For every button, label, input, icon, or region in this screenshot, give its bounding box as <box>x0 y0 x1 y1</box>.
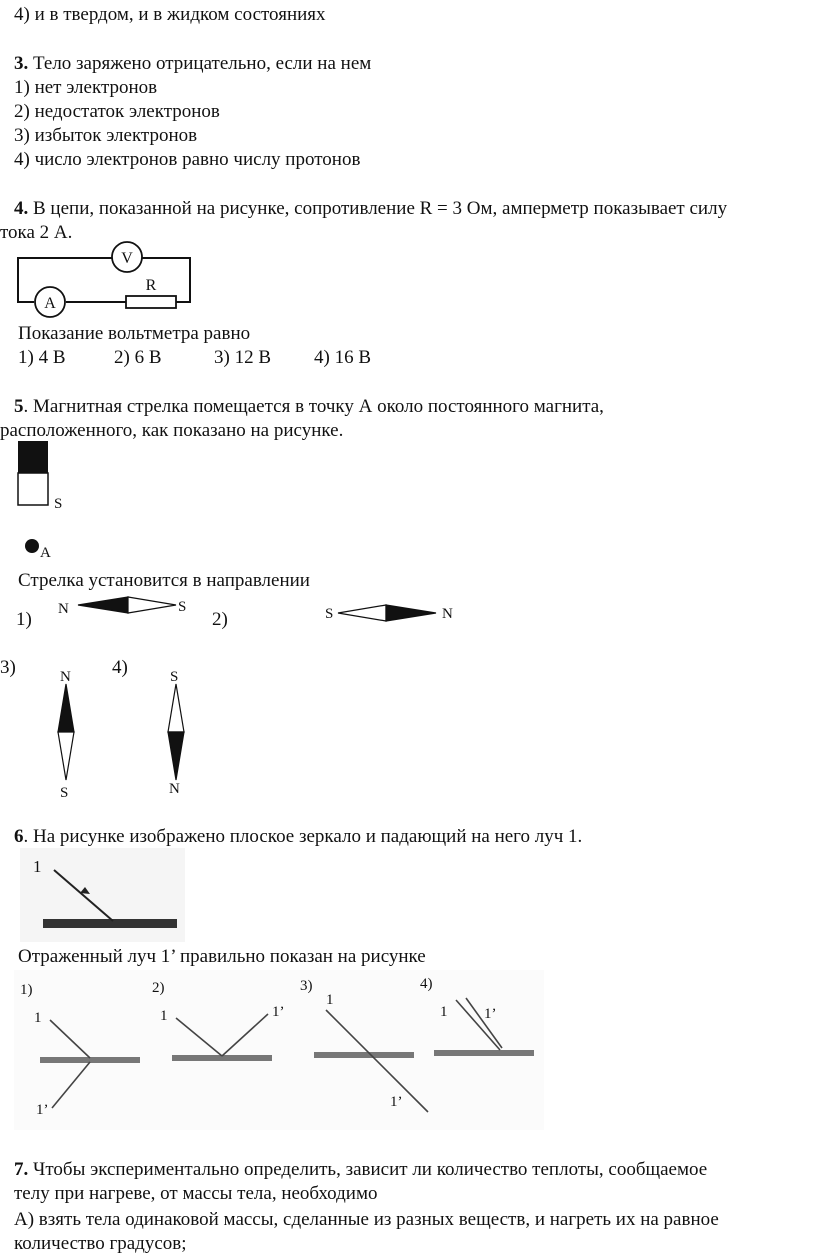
q5-option-3: 3) <box>0 657 16 678</box>
reflection-option-2-label: 2) <box>152 980 165 996</box>
q2-option-4: 4) и в твердом, и в жидком состояниях <box>14 4 326 25</box>
q4-text: В цепи, показанной на рисунке, сопротивление R = 3 Ом, амперметр показывает силу <box>28 198 728 219</box>
magnet-pole-label: S <box>54 496 63 512</box>
voltmeter-label: V <box>121 250 133 267</box>
q3-option-4: 4) число электронов равно числу протонов <box>14 149 361 170</box>
reflection-option-3-reflected: 1’ <box>390 1094 403 1110</box>
q5-question-cont: расположенного, как показано на рисунке. <box>0 420 344 441</box>
needle-4-bottom-label: N <box>169 781 180 797</box>
q7-question-cont: телу при нагреве, от массы тела, необходимо <box>14 1183 378 1204</box>
reflection-option-4-label: 4) <box>420 976 433 992</box>
reflection-option-1-reflected: 1’ <box>36 1102 49 1118</box>
q6-prompt: Отраженный луч 1’ правильно показан на рисунке <box>18 946 426 967</box>
point-a-label: A <box>40 545 51 561</box>
q3-number: 3. <box>14 53 29 74</box>
reflection-option-3-label: 3) <box>300 978 313 994</box>
q4-option-3: 3) 12 В <box>214 347 271 368</box>
q3-option-2: 2) недостаток электронов <box>14 101 220 122</box>
reflection-option-3-incident: 1 <box>326 992 334 1008</box>
needle-1-right-label: S <box>178 599 187 615</box>
q5-option-4: 4) <box>112 657 128 678</box>
reflection-option-4-incident: 1 <box>440 1004 448 1020</box>
q6-number: 6 <box>14 826 24 847</box>
q5-option-1: 1) <box>16 609 32 630</box>
q5-option-2: 2) <box>212 609 228 630</box>
q4-option-4: 4) 16 В <box>314 347 371 368</box>
needle-1-left-label: N <box>58 601 69 617</box>
q5-prompt: Стрелка установится в направлении <box>18 570 310 591</box>
reflection-option-4-reflected: 1’ <box>484 1006 497 1022</box>
q5-text: . Магнитная стрелка помещается в точку А около постоянного магнита, <box>23 396 604 417</box>
q7-option-a-cont: количество градусов; <box>14 1233 187 1254</box>
ammeter-label: A <box>44 295 56 312</box>
q4-prompt: Показание вольтметра равно <box>18 323 251 344</box>
q7-question <box>14 1160 707 1179</box>
resistor-label: R <box>145 277 157 294</box>
q4-number: 4. <box>14 198 29 219</box>
q3-option-3: 3) избыток электронов <box>14 125 198 146</box>
q3-option-1: 1) нет электронов <box>14 77 158 98</box>
needle-3-top-label: N <box>60 669 71 685</box>
q7-text: Чтобы экспериментально определить, зависит ли количество теплоты, сообщаемое <box>28 1159 708 1180</box>
reflection-option-1-incident: 1 <box>34 1010 42 1026</box>
needle-3-bottom-label: S <box>60 785 69 801</box>
q3-text: Тело заряжено отрицательно, если на нем <box>28 53 372 74</box>
needle-4-top-label: S <box>170 669 179 685</box>
q7-option-a: А) взять тела одинаковой массы, сделанные из разных веществ, и нагреть их на равное <box>14 1209 719 1230</box>
q6-text: . На рисунке изображено плоское зеркало и падающий на него луч 1. <box>23 826 583 847</box>
q5-number: 5 <box>14 396 24 417</box>
needle-2-left-label: S <box>325 606 334 622</box>
reflection-option-2-reflected: 1’ <box>272 1004 285 1020</box>
reflection-option-1-label: 1) <box>20 982 33 998</box>
needle-2-right-label: N <box>442 606 453 622</box>
q4-question-cont: тока 2 А. <box>0 222 73 243</box>
reflection-option-2-incident: 1 <box>160 1008 168 1024</box>
q4-option-2: 2) 6 В <box>114 347 162 368</box>
ray-label: 1 <box>33 857 42 876</box>
q7-number: 7. <box>14 1159 29 1180</box>
q4-option-1: 1) 4 В <box>18 347 66 368</box>
